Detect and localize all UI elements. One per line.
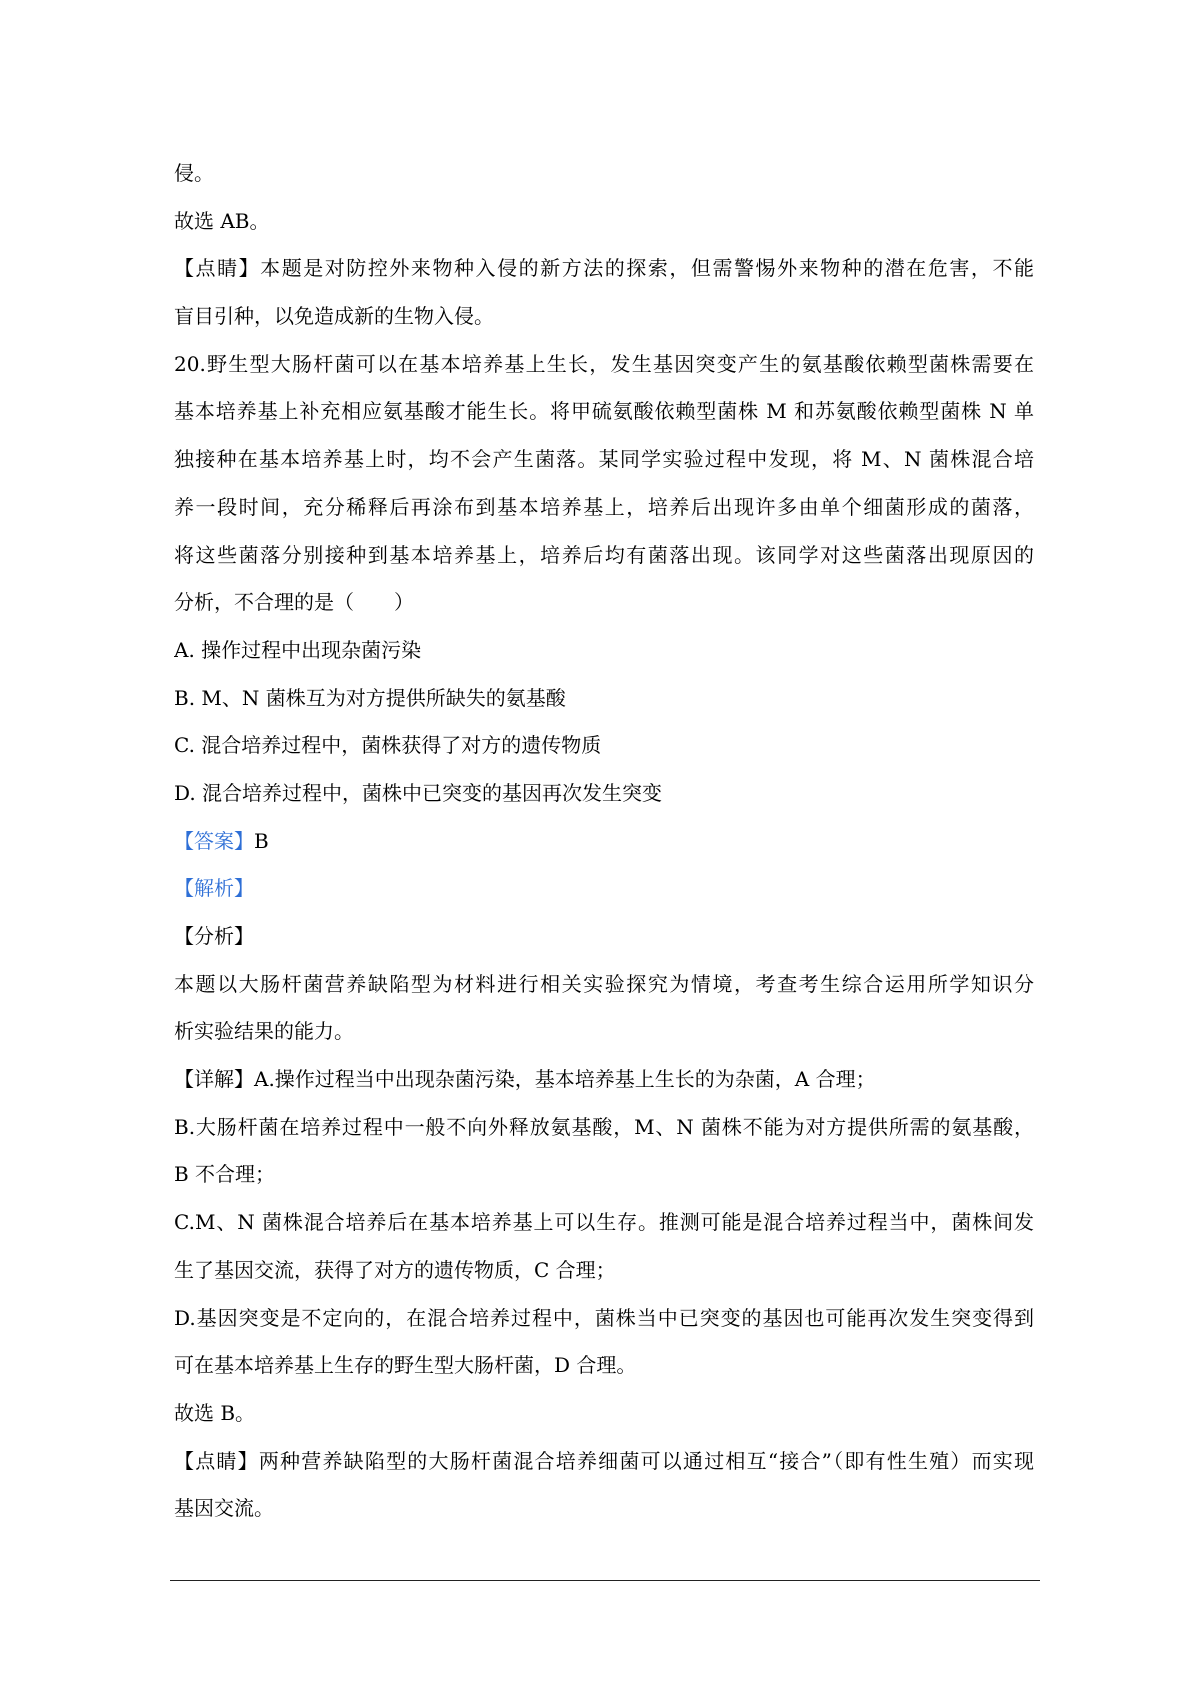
text-line-comment-2: 盲目引种，以免造成新的生物入侵。	[174, 304, 494, 329]
question-20-line-4: 养一段时间，充分稀释后再涂布到基本培养基上，培养后出现许多由单个细菌形成的菌落，	[174, 494, 1034, 519]
text-line-prev-conclusion: 侵。	[174, 161, 214, 185]
text-line-comment-1: 【点睛】本题是对防控外来物种入侵的新方法的探索，但需警惕外来物种的潜在危害，不能	[174, 256, 1034, 281]
question-20-line-6: 分析，不合理的是（ ）	[174, 590, 414, 615]
question-20-line-5: 将这些菌落分别接种到基本培养基上，培养后均有菌落出现。该同学对这些菌落出现原因的	[174, 542, 1034, 567]
detail-line-d2: 可在基本培养基上生存的野生型大肠杆菌，D 合理。	[174, 1353, 637, 1378]
analysis-label: 【解析】	[174, 876, 254, 901]
option-d: D. 混合培养过程中，菌株中已突变的基因再次发生突变	[174, 780, 663, 805]
analysis-line-2: 析实验结果的能力。	[174, 1019, 354, 1044]
answer-value: B	[254, 828, 269, 853]
footer-rule	[170, 1580, 1040, 1581]
analysis-line-1: 本题以大肠杆菌营养缺陷型为材料进行相关实验探究为情境，考查考生综合运用所学知识分	[174, 971, 1034, 996]
detail-line-b1: B.大肠杆菌在培养过程中一般不向外释放氨基酸，M、N 菌株不能为对方提供所需的氨基酸，	[174, 1114, 1034, 1139]
answer-line	[174, 818, 1034, 866]
detail-line-c2: 生了基因交流，获得了对方的遗传物质，C 合理；	[174, 1257, 616, 1282]
analysis-heading: 【分析】	[174, 924, 254, 948]
detail-line-d1: D.基因突变是不定向的，在混合培养过程中，菌株当中已突变的基因也可能再次发生突变得到	[174, 1305, 1034, 1330]
comment-line-2: 基因交流。	[174, 1496, 274, 1521]
detail-line-c1: C.M、N 菌株混合培养后在基本培养基上可以生存。推测可能是混合培养过程当中，菌株间发	[174, 1210, 1034, 1235]
text-line-choice-ab: 故选 AB。	[174, 208, 270, 233]
option-a: A. 操作过程中出现杂菌污染	[174, 637, 422, 662]
detail-line-a: 【详解】A.操作过程当中出现杂菌污染，基本培养基上生长的为杂菌，A 合理；	[174, 1067, 876, 1092]
option-b: B. M、N 菌株互为对方提供所缺失的氨基酸	[174, 685, 566, 710]
detail-line-b2: B 不合理；	[174, 1162, 276, 1187]
option-c: C. 混合培养过程中，菌株获得了对方的遗传物质	[174, 733, 602, 758]
question-20-line-2: 基本培养基上补充相应氨基酸才能生长。将甲硫氨酸依赖型菌株 M 和苏氨酸依赖型菌株 N 单	[174, 399, 1034, 424]
document-body	[174, 150, 1034, 1533]
comment-line-1: 【点睛】两种营养缺陷型的大肠杆菌混合培养细菌可以通过相互“接合”（即有性生殖）而实现	[174, 1448, 1034, 1473]
answer-label: 【答案】	[174, 828, 254, 853]
choice-line-b: 故选 B。	[174, 1400, 256, 1425]
question-20-line-1: 20.野生型大肠杆菌可以在基本培养基上生长，发生基因突变产生的氨基酸依赖型菌株需要在	[174, 351, 1034, 376]
question-20-line-3: 独接种在基本培养基上时，均不会产生菌落。某同学实验过程中发现，将 M、N 菌株混合培	[174, 447, 1034, 472]
